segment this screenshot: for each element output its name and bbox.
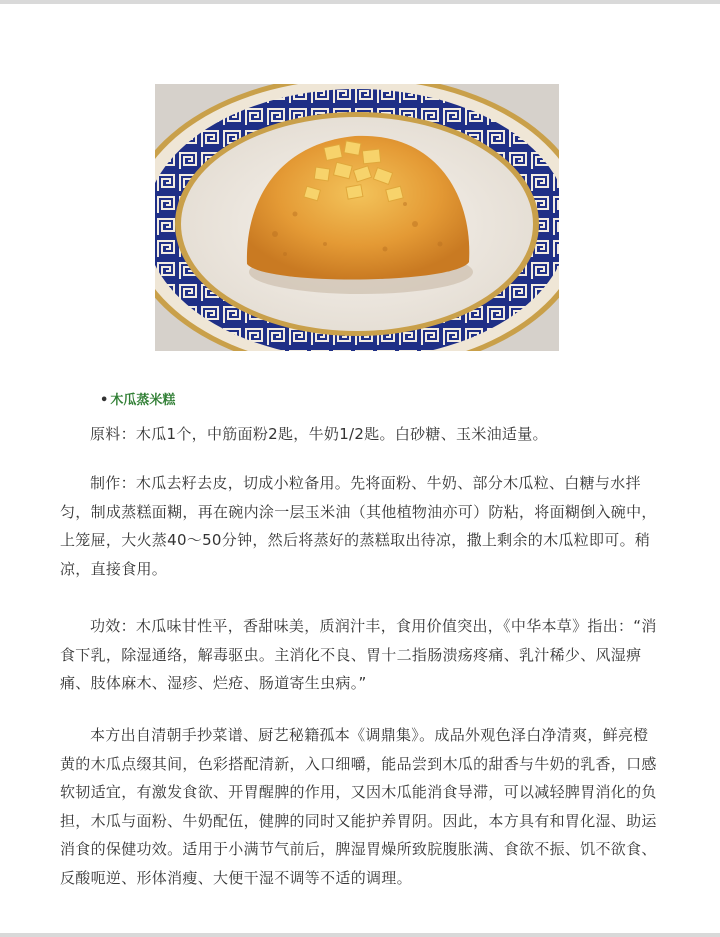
food-photo bbox=[155, 84, 559, 351]
efficacy-paragraph: 功效：木瓜味甘性平，香甜味美，质润汁丰，食用价值突出，《中华本草》指出：“消食下乳，除湿通络，解毒驱虫。主消化不良、胃十二指肠溃疡疼痛、乳汁稀少、风湿痹痛、肢体麻木、湿疹、烂疮、肠道寄生虫病。” bbox=[60, 617, 657, 692]
top-border bbox=[0, 0, 720, 4]
recipe-title-text: 木瓜蒸米糕 bbox=[110, 393, 176, 408]
steamed-papaya-rice-cake-photo bbox=[155, 84, 559, 351]
method-paragraph: 制作：木瓜去籽去皮，切成小粒备用。先将面粉、牛奶、部分木瓜粒、白糖与水拌匀，制成蒸糕面糊，再在碗内涂一层玉米油（其他植物油亦可）防粘，将面糊倒入碗中，上笼屉，大火蒸40～50分钟，然后将蒸好的蒸糕取出待凉，撒上剩余的木瓜粒即可。稍凉，直接食用。 bbox=[60, 474, 657, 578]
recipe-title bbox=[100, 392, 175, 410]
description-paragraph: 本方出自清朝手抄菜谱、厨艺秘籍孤本《调鼎集》。成品外观色泽白净清爽，鲜亮橙黄的木瓜点缀其间，色彩搭配清新，入口细嚼，能品尝到木瓜的甜香与牛奶的乳香，口感软韧适宜，有激发食欲、开胃醒脾的作用，又因木瓜能消食导滞，可以减轻脾胃消化的负担，木瓜与面粉、牛奶配伍，健脾的同时又能护养胃阴。因此，本方具有和胃化湿、助运消食的保健功效。适用于小满节气前后，脾湿胃燥所致脘腹胀满、食欲不振、饥不欲食、反酸呃逆、形体消瘦、大便干湿不调等不适的调理。 bbox=[60, 726, 657, 887]
ingredients-paragraph: 原料：木瓜1个，中筋面粉2匙，牛奶1/2匙。白砂糖、玉米油适量。 bbox=[90, 425, 548, 443]
bullet-icon: • bbox=[100, 393, 109, 408]
bottom-border bbox=[0, 933, 720, 937]
